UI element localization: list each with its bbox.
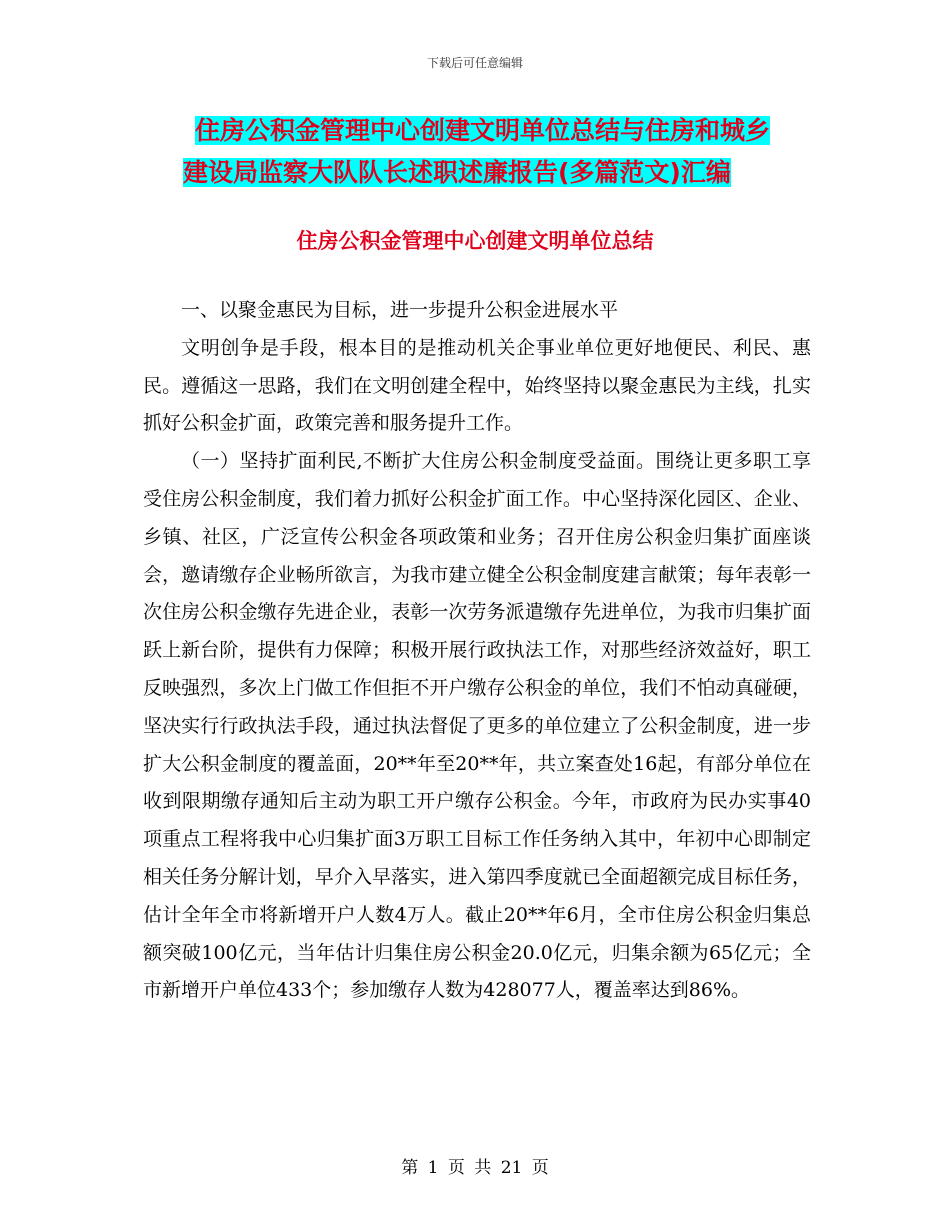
section-title: 住房公积金管理中心创建文明单位总结 <box>296 229 654 253</box>
body-paragraph: 文明创争是手段，根本目的是推动机关企事业单位更好地便民、利民、惠民。遵循这一思路，我们在文明创建全程中，始终坚持以聚金惠民为主线，扎实抓好公积金扩面，政策完善和服务提升工作。 <box>143 336 811 435</box>
document-title-line-2: 建设局监察大队队长述职述廉报告(多篇范文)汇编 <box>183 158 731 187</box>
body-heading: 一、以聚金惠民为目标，进一步提升公积金进展水平 <box>181 299 619 321</box>
body-paragraph: （一）坚持扩面利民,不断扩大住房公积金制度受益面。围绕让更多职工享受住房公积金制度，我们着力抓好公积金扩面工作。中心坚持深化园区、企业、乡镇、社区，广泛宣传公积金各项政策和业务；召开住房公积金归集扩面座谈会，邀请缴存企业畅所欲言，为我市建立健全公积金制度建言献策；每年表彰一次住房公积金缴存先进企业，表彰一次劳务派遣缴存先进单位，为我市归集扩面跃上新台阶，提供有力保障；积极开展行政执法工作，对那些经济效益好，职工反映强烈，多次上门做工作但拒不开户缴存公积金的单位，我们不怕动真碰硬，坚决实行行政执法手段，通过执法督促了更多的单位建立了公积金制度，进一步扩大公积金制度的覆盖面，20**年至20**年，共立案查处16起，有部分单位在收到限期缴存通知后主动为职工开户缴存公积金。今年，市政府为民办实事40项重点工程将我中心归集扩面3万职工目标工作任务纳入其中，年初中心即制定相关任务分解计划，早介入早落实，进入第四季度就已全面超额完成目标任务，估计全年全市将新增开户人数4万人。截止20**年6月，全市住房公积金归集总额突破100亿元，当年估计归集住房公积金20.0亿元，归集余额为65亿元；全市新增开户单位433个；参加缴存人数为428077人，覆盖率达到86%。 <box>143 450 811 1002</box>
page-footer: 第 1 页 共 21 页 <box>401 1158 549 1178</box>
document-body <box>143 292 811 1010</box>
document-title-line-1: 住房公积金管理中心创建文明单位总结与住房和城乡 <box>195 116 771 145</box>
page-header-note: 下载后可任意编辑 <box>426 56 523 70</box>
document-title <box>183 110 823 194</box>
